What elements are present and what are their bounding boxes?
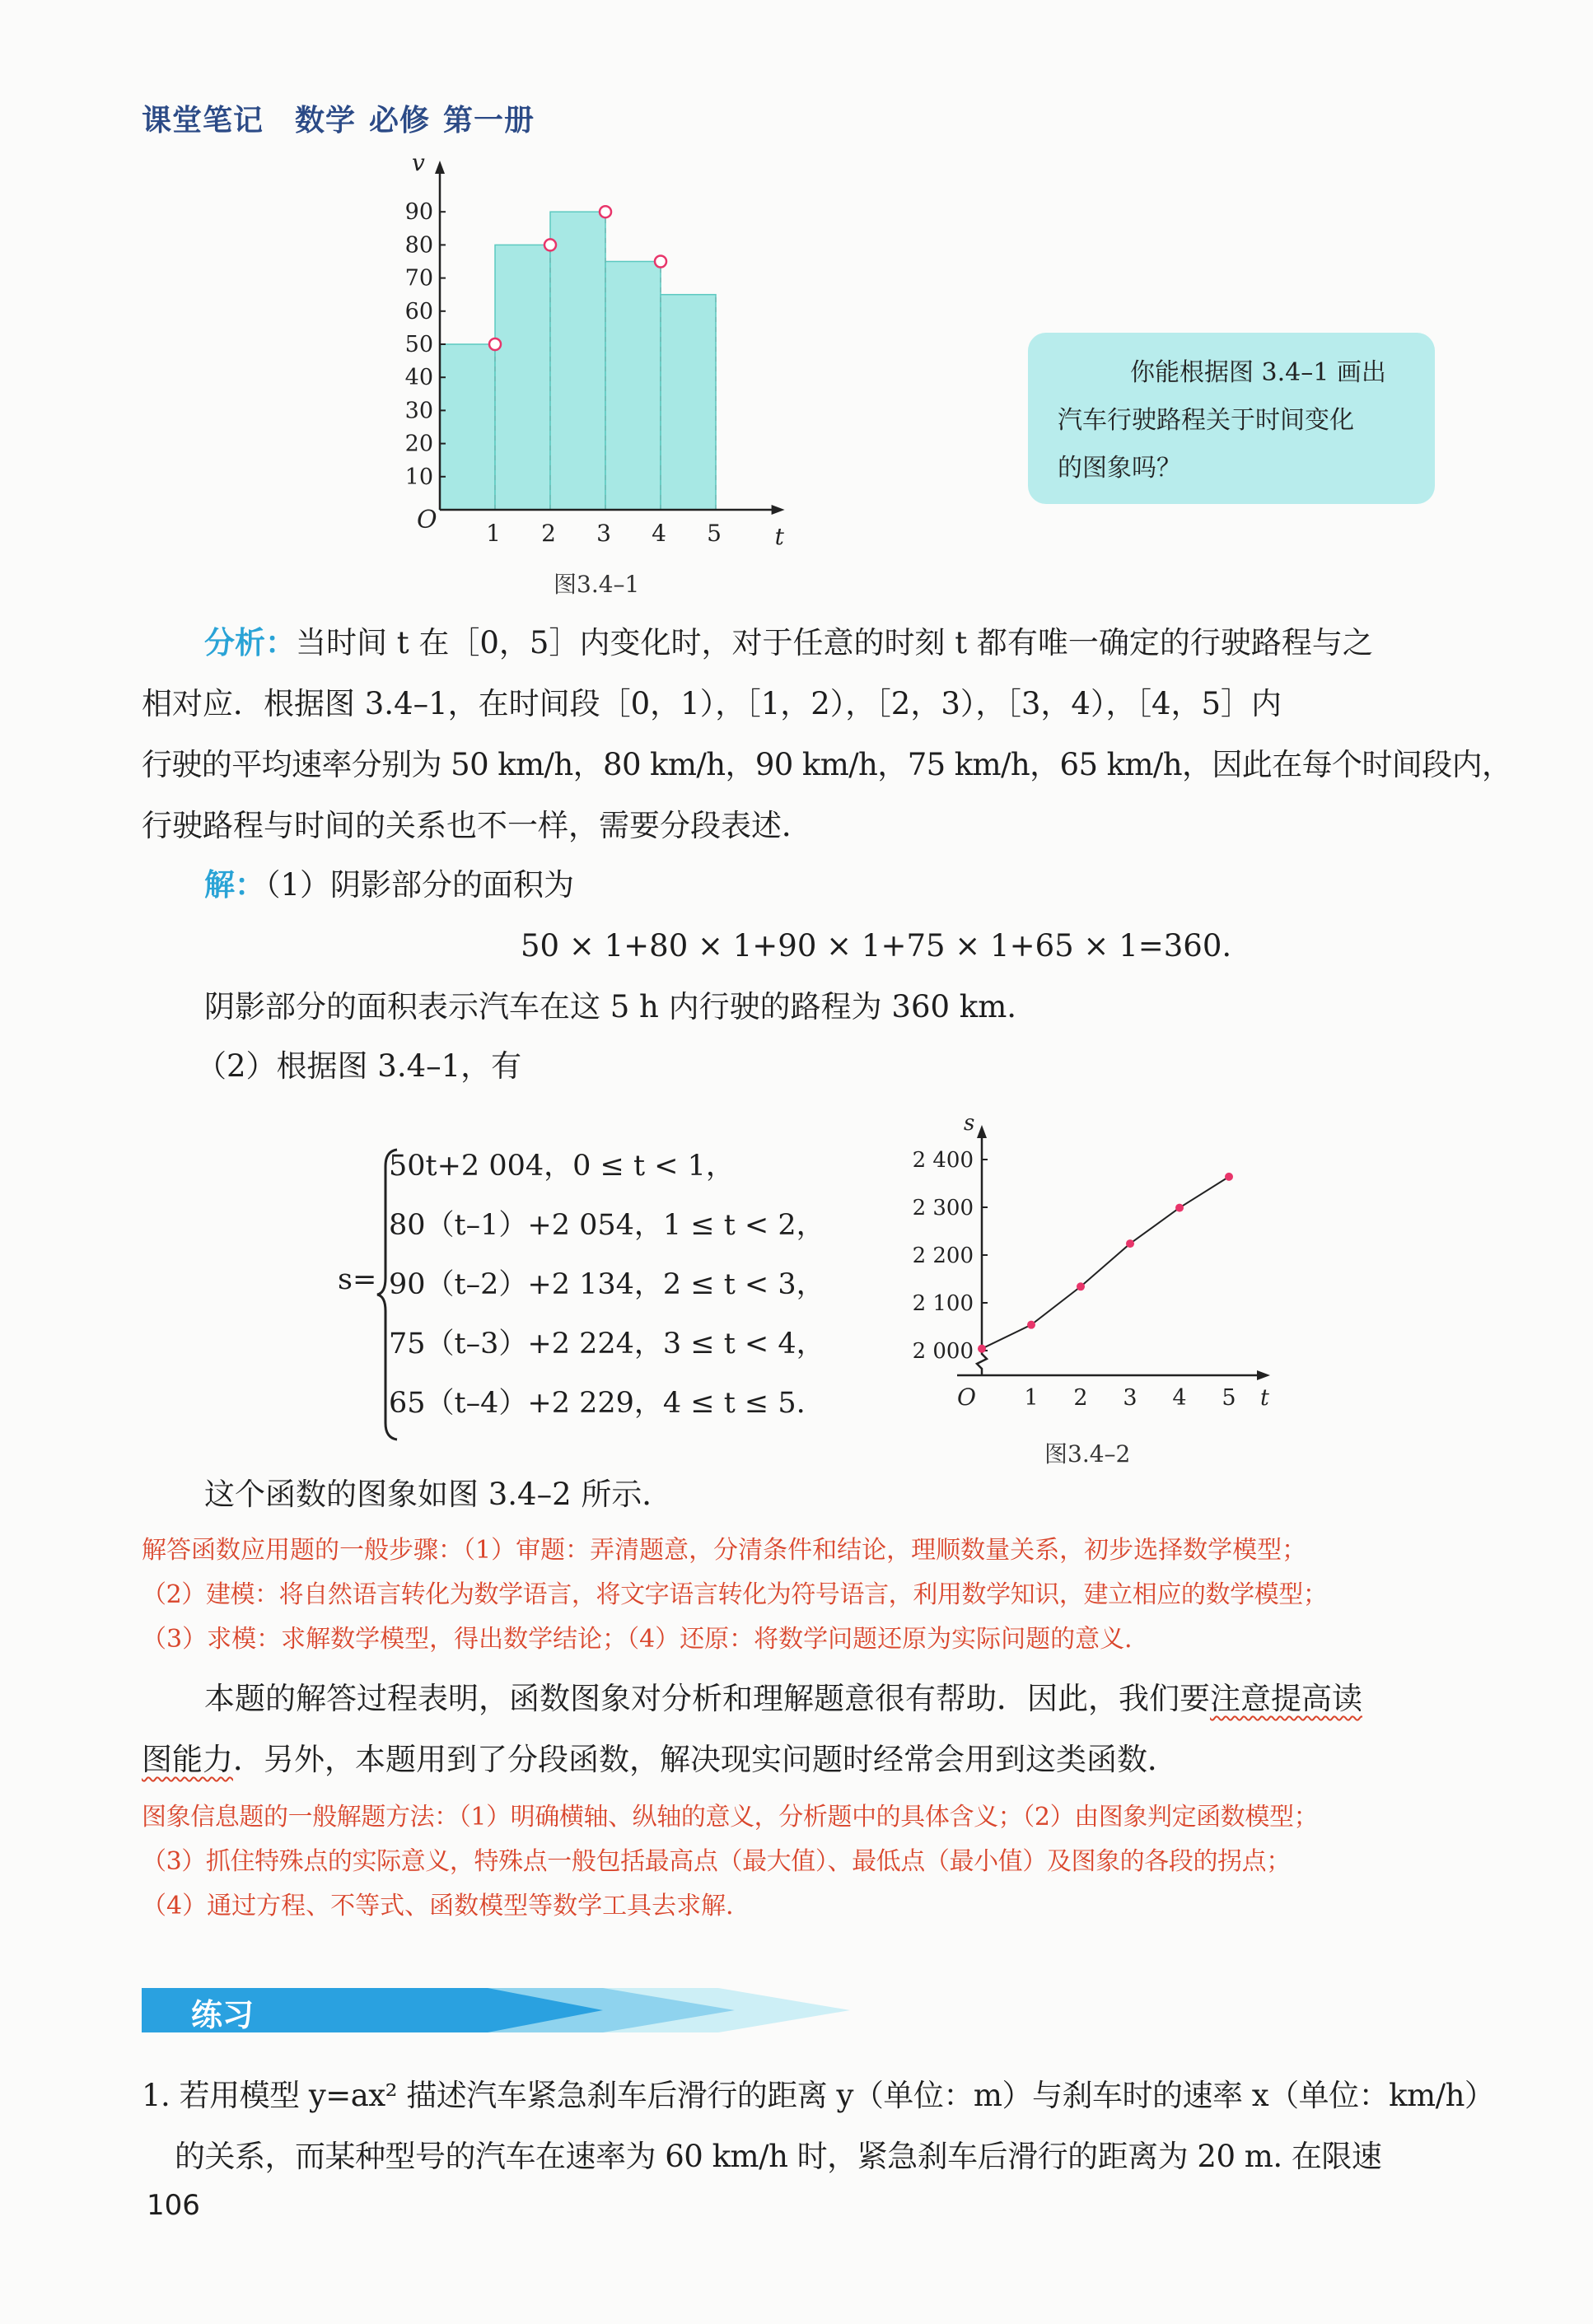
analysis-line3: 行驶的平均速率分别为 50 km/h，80 km/h，90 km/h，75 km/h，65 km/h，因此在每个时间段内， (142, 747, 1512, 782)
bar-5 (661, 295, 716, 510)
analysis-line4: 行驶路程与时间的关系也不一样，需要分段表述． (142, 808, 812, 843)
y-tick-label: 30 (404, 398, 433, 424)
note1-line2: （2）建模：将自然语言转化为数学语言，将文字语言转化为符号语言，利用数学知识，建立相应的数学模型； (142, 1580, 1328, 1609)
exercise-1 (142, 2065, 1494, 2187)
distance-line (982, 1177, 1229, 1349)
case-5: 65（t–4）+2 229，4 ≤ t ≤ 5. (389, 1387, 806, 1420)
y-axis-label: v (412, 149, 425, 176)
bar-2 (495, 245, 550, 510)
x-tick-label: 5 (1222, 1385, 1236, 1411)
case-4: 75（t–3）+2 224，3 ≤ t < 4， (389, 1328, 825, 1360)
open-point (600, 206, 611, 217)
conclusion-l1a: 本题的解答过程表明，函数图象对分析和理解题意很有帮助．因此，我们要 (204, 1681, 1210, 1716)
bar-3 (550, 212, 605, 510)
x-axis-arrow (772, 505, 785, 515)
x-tick-label: 1 (486, 520, 501, 547)
analysis-line2: 相对应．根据图 3.4–1，在时间段［0，1），［1，2），［2，3），［3，4），［4，5］内 (142, 686, 1282, 721)
exercise-banner (142, 1985, 850, 2039)
figure2-caption: 图3.4–2 (1044, 1440, 1131, 1468)
note1-line3: （3）求模：求解数学模型，得出数学结论；（4）还原：将数学问题还原为实际问题的意义． (142, 1625, 1150, 1654)
analysis-line1: 当时间 t 在［0，5］内变化时，对于任意的时刻 t 都有唯一确定的行驶路程与之 (296, 625, 1373, 660)
conclusion-paragraph (142, 1668, 1362, 1790)
exercise-title: 练习 (191, 1997, 255, 2033)
note-methods (142, 1795, 1318, 1929)
origin-label: O (417, 506, 437, 534)
y-tick-label: 2 300 (912, 1196, 974, 1220)
data-point (1175, 1204, 1184, 1212)
case-1: 50t+2 004，0 ≤ t < 1， (389, 1150, 735, 1183)
x-tick-label: 3 (596, 520, 611, 547)
exercise1-line1: 1. 若用模型 y=ax² 描述汽车紧急刹车后滑行的距离 y（单位：m）与刹车时的速率 x（单位：km/h） (142, 2078, 1495, 2113)
solution-part1: （1）阴影部分的面积为 (265, 867, 575, 903)
note2-line3: （4）通过方程、不等式、函数模型等数学工具去求解． (142, 1892, 751, 1920)
x-tick-label: 2 (1073, 1385, 1088, 1411)
data-point (1027, 1321, 1035, 1329)
bar-1 (440, 344, 495, 510)
page-number: 106 (147, 2189, 200, 2222)
note-steps (142, 1528, 1328, 1662)
y-tick-label: 80 (404, 232, 433, 259)
x-tick-label: 2 (541, 520, 556, 547)
y-tick-label: 60 (404, 298, 433, 324)
conclusion-l2b: ．另外，本题用到了分段函数，解决现实问题时经常会用到这类函数． (233, 1742, 1178, 1777)
case-2: 80（t–1）+2 054，1 ≤ t < 2， (389, 1209, 825, 1242)
data-point (1077, 1282, 1085, 1290)
y-tick-label: 10 (404, 464, 433, 490)
y-axis-arrow (977, 1125, 987, 1138)
area-meaning: 阴影部分的面积表示汽车在这 5 h 内行驶的路程为 360 km. (204, 989, 1017, 1024)
conclusion-emphasis-1: 注意提高读 (1210, 1681, 1362, 1716)
solution-part2: （2）根据图 3.4–1，有 (196, 1048, 522, 1084)
header-part: 第一册 (443, 104, 535, 138)
x-axis-arrow (1257, 1370, 1270, 1380)
open-point (489, 338, 501, 350)
exercise1-line2: 的关系，而某种型号的汽车在速率为 60 km/h 时，紧急刹车后滑行的距离为 20 m. 在限速 (175, 2139, 1382, 2174)
origin-label: O (957, 1384, 976, 1411)
x-tick-label: 5 (707, 520, 722, 547)
y-tick-label: 2 100 (912, 1291, 974, 1316)
x-tick-label: 1 (1024, 1385, 1039, 1411)
data-point (978, 1345, 986, 1353)
running-header (142, 97, 566, 139)
y-tick-label: 2 000 (912, 1339, 974, 1364)
header-volume: 必修 (369, 104, 431, 138)
graph-reference: 这个函数的图象如图 3.4–2 所示． (204, 1477, 673, 1512)
y-axis-arrow (435, 161, 445, 174)
area-equation: 50 × 1+80 × 1+90 × 1+75 × 1+65 × 1=360. (521, 928, 1232, 964)
callout-box (1028, 333, 1435, 504)
data-point (1225, 1173, 1233, 1181)
header-subject: 数学 (295, 104, 357, 138)
callout-line1: 你能根据图 3.4–1 画出 (1130, 358, 1386, 387)
figure-3-4-2 (898, 1104, 1293, 1425)
figure-3-4-1 (387, 149, 784, 550)
x-axis-label: t (1260, 1385, 1269, 1411)
bar-4 (605, 262, 661, 511)
open-point (544, 239, 556, 250)
y-tick-label: 40 (404, 365, 433, 391)
figure1-caption: 图3.4–1 (554, 571, 640, 598)
conclusion-emphasis-2: 图能力 (142, 1742, 233, 1777)
s-label: s= (338, 1263, 377, 1296)
y-tick-label: 70 (404, 265, 433, 292)
solution-line1 (204, 855, 574, 916)
solution-label: 解： (204, 867, 265, 903)
case-3: 90（t–2）+2 134，2 ≤ t < 3， (389, 1268, 825, 1301)
x-axis-label: t (774, 523, 784, 550)
x-tick-label: 3 (1123, 1385, 1138, 1411)
x-tick-label: 4 (652, 520, 666, 547)
header-book: 课堂笔记 (142, 104, 264, 138)
note2-line2: （3）抓住特殊点的实际意义，特殊点一般包括最高点（最大值）、最低点（最小值）及图象的各段的拐点； (142, 1847, 1291, 1876)
y-tick-label: 50 (404, 332, 433, 357)
y-tick-label: 20 (404, 431, 433, 457)
note2-line1: 图象信息题的一般解题方法：（1）明确横轴、纵轴的意义，分析题中的具体含义；（2）由图象判定函数模型； (142, 1803, 1319, 1832)
note1-line1: 解答函数应用题的一般步骤：（1）审题：弄清题意，分清条件和结论，理顺数量关系，初步选择数学模型； (142, 1536, 1307, 1565)
y-tick-label: 90 (404, 199, 433, 226)
callout-line3: 的图象吗？ (1058, 454, 1181, 483)
open-point (655, 256, 666, 268)
x-tick-label: 4 (1172, 1385, 1187, 1411)
piecewise-cases (389, 1136, 825, 1433)
analysis-label: 分析： (204, 625, 296, 660)
data-point (1126, 1239, 1134, 1248)
callout-line2: 汽车行驶路程关于时间变化 (1058, 406, 1354, 435)
y-axis-label: s (964, 1111, 975, 1136)
y-tick-label: 2 200 (912, 1244, 974, 1268)
y-tick-label: 2 400 (912, 1148, 974, 1173)
analysis-paragraph (142, 613, 1512, 856)
